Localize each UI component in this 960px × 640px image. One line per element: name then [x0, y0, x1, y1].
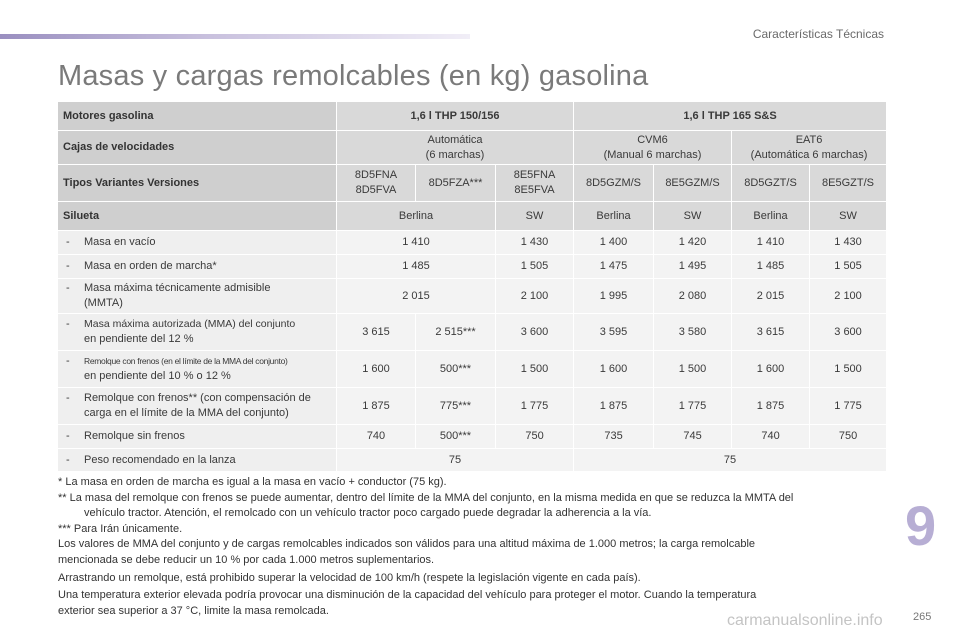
header-cell: 8E5GZT/S — [810, 165, 887, 202]
header-cell: 8D5FNA 8D5FVA — [337, 165, 416, 202]
value-cell: 1 505 — [810, 255, 887, 279]
note-paragraph: Arrastrando un remolque, está prohibido superar la velocidad de 100 km/h (respete la legislación vigente en cada país). — [58, 571, 641, 584]
value-cell: 3 595 — [574, 314, 654, 351]
value-cell: 3 615 — [732, 314, 810, 351]
header-cell: Berlina — [574, 202, 654, 231]
value-cell: 1 420 — [654, 231, 732, 255]
header-accent-bar — [0, 34, 470, 39]
footnote: ** La masa del remolque con frenos se puede aumentar, dentro del límite de la MMA del conjunto, en la misma medida en que se reduzca la MMTA del — [58, 491, 794, 504]
header-cell: SW — [496, 202, 574, 231]
chapter-number: 9 — [905, 494, 937, 557]
value-cell: 3 615 — [337, 314, 416, 351]
header-cell: 1,6 l THP 165 S&S — [574, 102, 887, 131]
row-label: - Masa en vacío — [58, 231, 337, 255]
value-cell: 2 515*** — [416, 314, 496, 351]
value-cell: 2 080 — [654, 279, 732, 314]
table-row — [58, 279, 887, 314]
table-row — [58, 351, 887, 388]
value-cell: 1 500 — [654, 351, 732, 388]
value-cell: 75 — [337, 449, 574, 472]
value-cell: 750 — [810, 425, 887, 449]
header-cell: Cajas de velocidades — [58, 131, 337, 165]
value-cell: 1 995 — [574, 279, 654, 314]
value-cell: 745 — [654, 425, 732, 449]
value-cell: 1 410 — [732, 231, 810, 255]
value-cell: 775*** — [416, 388, 496, 425]
value-cell: 1 410 — [337, 231, 496, 255]
value-cell: 750 — [496, 425, 574, 449]
value-cell: 1 600 — [574, 351, 654, 388]
value-cell: 740 — [337, 425, 416, 449]
table-row — [58, 255, 887, 279]
value-cell: 740 — [732, 425, 810, 449]
value-cell: 2 100 — [496, 279, 574, 314]
value-cell: 500*** — [416, 425, 496, 449]
header-cell: Tipos Variantes Versiones — [58, 165, 337, 202]
table-row — [58, 131, 887, 165]
row-label: - Masa máxima autorizada (MMA) del conjunto en pendiente del 12 % — [58, 314, 337, 351]
note-paragraph: mencionada se debe reducir un 10 % por cada 1.000 metros suplementarios. — [58, 553, 435, 566]
footnote: vehículo tractor. Atención, el remolcado con un vehículo tractor poco cargado puede degradar la adherencia a la vía. — [84, 507, 652, 520]
value-cell: 75 — [574, 449, 887, 472]
table-row — [58, 231, 887, 255]
note-paragraph: Los valores de MMA del conjunto y de cargas remolcables indicados son válidos para una altitud máxima de 1.000 metros; la carga remolcable — [58, 538, 756, 551]
header-cell: Automática (6 marchas) — [337, 131, 574, 165]
specs-table — [57, 101, 887, 472]
value-cell: 1 875 — [574, 388, 654, 425]
table-row — [58, 202, 887, 231]
value-cell: 3 580 — [654, 314, 732, 351]
value-cell: 3 600 — [810, 314, 887, 351]
value-cell: 1 400 — [574, 231, 654, 255]
row-label: - Remolque con frenos (en el límite de la MMA del conjunto) en pendiente del 10 % o 12 % — [58, 351, 337, 388]
page-title: Masas y cargas remolcables (en kg) gasolina — [58, 60, 649, 92]
value-cell: 1 485 — [732, 255, 810, 279]
value-cell: 1 495 — [654, 255, 732, 279]
value-cell: 1 875 — [337, 388, 416, 425]
value-cell: 1 600 — [337, 351, 416, 388]
value-cell: 735 — [574, 425, 654, 449]
table-row — [58, 102, 887, 131]
value-cell: 1 485 — [337, 255, 496, 279]
row-label: - Masa en orden de marcha* — [58, 255, 337, 279]
row-label: - Remolque con frenos** (con compensación de carga en el límite de la MMA del conjunto) — [58, 388, 337, 425]
value-cell: 1 875 — [732, 388, 810, 425]
table-row — [58, 165, 887, 202]
header-cell: SW — [654, 202, 732, 231]
header-cell: 1,6 l THP 150/156 — [337, 102, 574, 131]
watermark: carmanualsonline.info — [727, 612, 883, 629]
header-cell: Berlina — [732, 202, 810, 231]
footnote: *** Para Irán únicamente. — [58, 522, 183, 535]
value-cell: 1 775 — [654, 388, 732, 425]
header-cell: 8D5GZT/S — [732, 165, 810, 202]
row-label: - Masa máxima técnicamente admisible (MMTA) — [58, 279, 337, 314]
note-paragraph: Una temperatura exterior elevada podría provocar una disminución de la capacidad del vehículo para proteger el motor. Cuando la temperatura — [58, 589, 757, 602]
row-label: - Peso recomendado en la lanza — [58, 449, 337, 472]
header-cell: EAT6 (Automática 6 marchas) — [732, 131, 887, 165]
value-cell: 1 505 — [496, 255, 574, 279]
table-row — [58, 314, 887, 351]
header-cell: 8D5FZA*** — [416, 165, 496, 202]
footnote: * La masa en orden de marcha es igual a la masa en vacío + conductor (75 kg). — [58, 476, 447, 488]
value-cell: 2 015 — [337, 279, 496, 314]
header-cell: Motores gasolina — [58, 102, 337, 131]
header-cell: SW — [810, 202, 887, 231]
value-cell: 1 500 — [496, 351, 574, 388]
header-cell: Berlina — [337, 202, 496, 231]
table-row — [58, 388, 887, 425]
page-number: 265 — [913, 611, 932, 623]
header-cell: 8E5FNA 8E5FVA — [496, 165, 574, 202]
header-cell: 8E5GZM/S — [654, 165, 732, 202]
value-cell: 1 600 — [732, 351, 810, 388]
value-cell: 500*** — [416, 351, 496, 388]
value-cell: 2 100 — [810, 279, 887, 314]
value-cell: 1 430 — [496, 231, 574, 255]
section-label: Características Técnicas — [752, 27, 884, 41]
value-cell: 1 475 — [574, 255, 654, 279]
table-row — [58, 425, 887, 449]
footnotes — [58, 475, 888, 619]
value-cell: 1 775 — [496, 388, 574, 425]
header-cell: CVM6 (Manual 6 marchas) — [574, 131, 732, 165]
note-paragraph: exterior sea superior a 37 °C, limite la masa remolcada. — [58, 604, 329, 617]
header-cell: Silueta — [58, 202, 337, 231]
header-cell: 8D5GZM/S — [574, 165, 654, 202]
table-row — [58, 449, 887, 472]
value-cell: 1 430 — [810, 231, 887, 255]
row-label: - Remolque sin frenos — [58, 425, 337, 449]
value-cell: 2 015 — [732, 279, 810, 314]
value-cell: 1 500 — [810, 351, 887, 388]
value-cell: 1 775 — [810, 388, 887, 425]
value-cell: 3 600 — [496, 314, 574, 351]
